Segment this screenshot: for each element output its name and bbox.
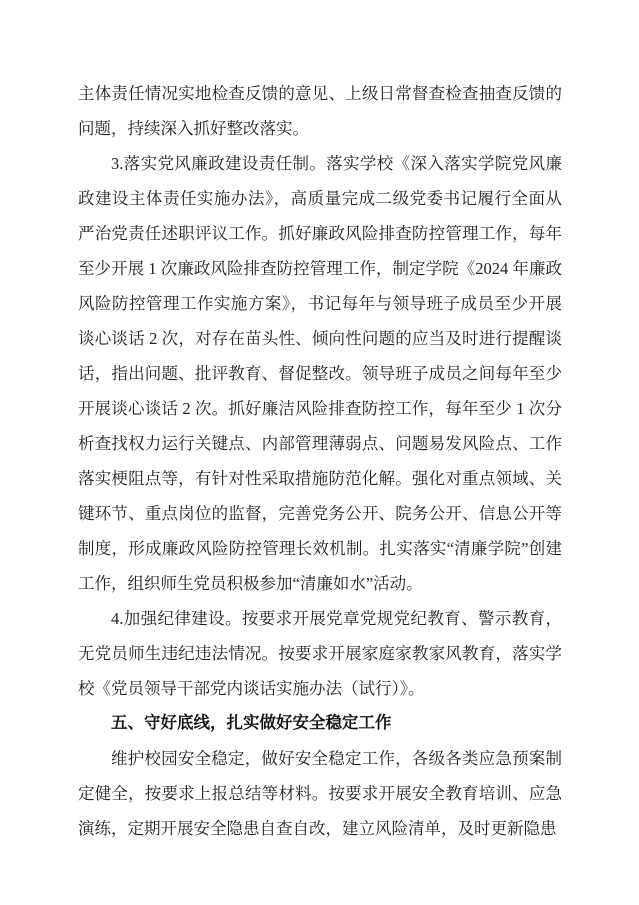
paragraph-item-3: 3.落实党风廉政建设责任制。落实学校《深入落实学院党风廉政建设主体责任实施办法》，高质量完成二级党委书记履行全面从严治党责任述职评议工作。抓好廉政风险排查防控管理工作，每年至少开展 1 次廉政风险排查防控管理工作，制定学院《2024 年廉政风险防控管理工作实施方案》，书记每年与领导班子成员至少开展谈心谈话 2 次，对存在苗头性、倾向性问题的应当及时进行提醒谈话，指出问题、批评教育、督促整改。领导班子成员之间每年至少开展谈心谈话 2 次。抓好廉洁风险排查防控工作，每年至少 1 次分析查找权力运行关键点、内部管理薄弱点、问题易发风险点、工作落实梗阻点等，有针对性采取措施防范化解。强化对重点领域、关键环节、重点岗位的监督，完善党务公开、院务公开、信息公开等制度，形成廉政风险防控管理长效机制。扎实落实“清廉学院”创建工作，组织师生党员积极参加“清廉如水”活动。 xyxy=(78,154,562,593)
paragraph-continuation: 主体责任情况实地检查反馈的意见、上级日常督查检查抽查反馈的问题，持续深入抓好整改落实。 xyxy=(78,84,562,138)
paragraph-section-5-body: 维护校园安全稳定，做好安全稳定工作，各级各类应急预案制定健全，按要求上报总结等材料。按要求开展安全教育培训、应急演练，定期开展安全隐患自查自改，建立风险清单，及时更新隐患 xyxy=(78,749,562,838)
paragraph-item-4: 4.加强纪律建设。按要求开展党章党规党纪教育、警示教育，无党员师生违纪违法情况。按要求开展家庭家教家风教育，落实学校《党员领导干部党内谈话实施办法（试行）》。 xyxy=(78,609,562,698)
section-heading-5: 五、守好底线，扎实做好安全稳定工作 xyxy=(111,714,392,732)
